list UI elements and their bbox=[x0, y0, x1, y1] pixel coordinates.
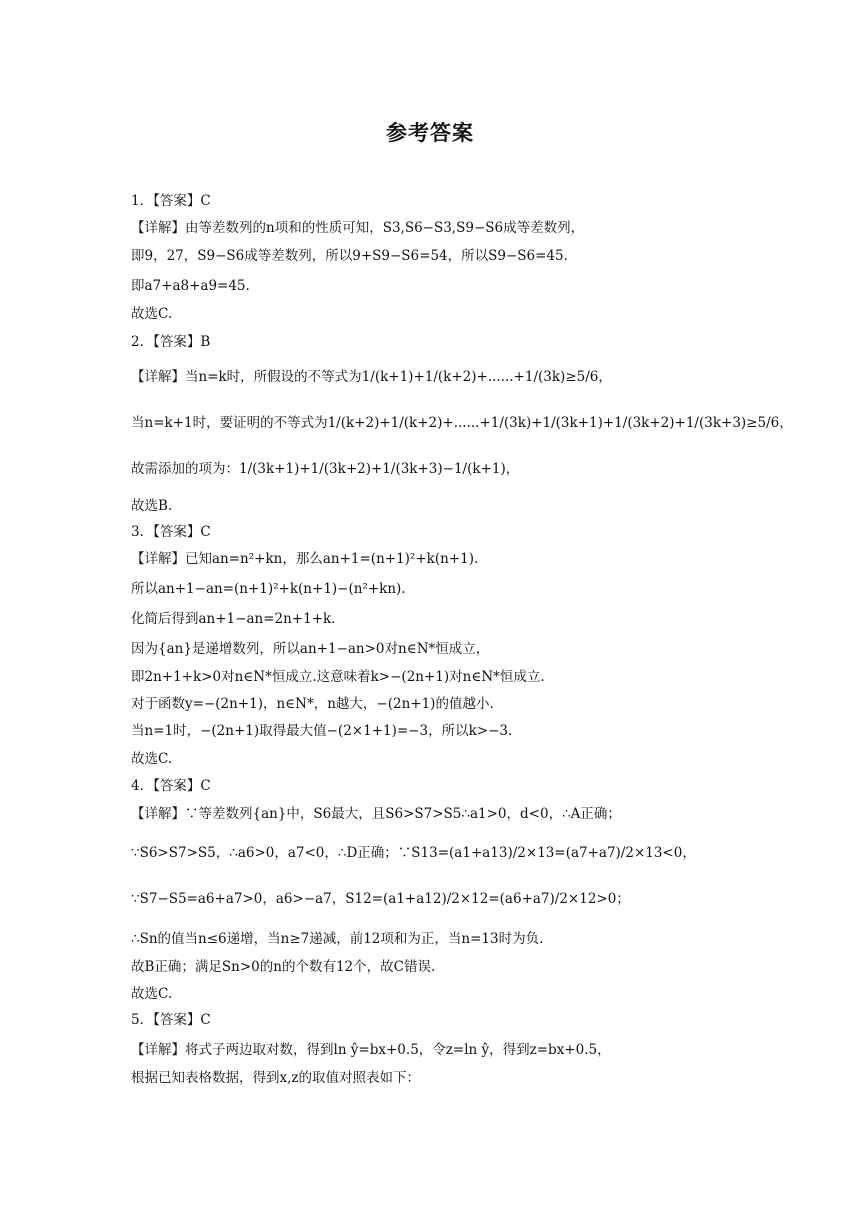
detail-4-line-1: 【详解】∵等差数列{an}中，S6最大，且S6>S7>S5∴a1>0，d<0，∴A正确； bbox=[131, 806, 621, 822]
detail-5-line-2: 根据已知表格数据，得到x,z的取值对照表如下： bbox=[131, 1070, 421, 1086]
detail-2-line-2: 当n=k+1时，要证明的不等式为1/(k+2)+1/(k+2)+......+1/(3k)+1/(3k+1)+1/(3k+2)+1/(3k+3)≥5/6， bbox=[131, 415, 793, 431]
detail-3-line-1: 【详解】已知an=n²+kn，那么an+1=(n+1)²+k(n+1). bbox=[131, 551, 479, 567]
detail-3-line-6: 对于函数y=−(2n+1)，n∈N*，n越大，−(2n+1)的值越小. bbox=[131, 696, 494, 712]
detail-4-choice: 故选C. bbox=[131, 986, 173, 1002]
detail-4-line-3: ∵S7−S5=a6+a7>0，a6>−a7，S12=(a1+a12)/2×12=(a6+a7)/2×12>0； bbox=[131, 891, 630, 907]
answer-5-label: 5．【答案】C bbox=[131, 1012, 211, 1028]
detail-1-choice: 故选C. bbox=[131, 306, 173, 322]
detail-3-line-3: 化简后得到an+1−an=2n+1+k. bbox=[131, 611, 336, 627]
answer-4-label: 4．【答案】C bbox=[131, 778, 211, 794]
detail-4-line-4: ∴Sn的值当n≤6递增，当n≥7递减，前12项和为正，当n=13时为负. bbox=[131, 931, 544, 947]
answer-3-label: 3．【答案】C bbox=[131, 524, 211, 540]
detail-1-line-2: 即9，27，S9−S6成等差数列，所以9+S9−S6=54，所以S9−S6=45. bbox=[131, 248, 568, 264]
answer-1-label: 1．【答案】C bbox=[131, 193, 211, 209]
detail-2-line-3: 故需添加的项为：1/(3k+1)+1/(3k+2)+1/(3k+3)−1/(k+1)， bbox=[131, 461, 520, 477]
detail-4-line-2: ∵S6>S7>S5，∴a6>0，a7<0，∴D正确；∵S13=(a1+a13)/2×13=(a7+a7)/2×13<0， bbox=[131, 845, 696, 861]
detail-5-line-1: 【详解】将式子两边取对数，得到ln ŷ=bx+0.5，令z=ln ŷ，得到z=bx+0.5， bbox=[131, 1042, 611, 1058]
detail-2-choice: 故选B. bbox=[131, 498, 173, 514]
detail-3-choice: 故选C. bbox=[131, 751, 173, 767]
detail-3-line-7: 当n=1时，−(2n+1)取得最大值−(2×1+1)=−3，所以k>−3. bbox=[131, 723, 513, 739]
detail-3-line-2: 所以an+1−an=(n+1)²+k(n+1)−(n²+kn). bbox=[131, 581, 406, 597]
detail-3-line-5: 即2n+1+k>0对n∈N*恒成立.这意味着k>−(2n+1)对n∈N*恒成立. bbox=[131, 669, 545, 685]
page-title: 参考答案 bbox=[386, 121, 474, 145]
detail-1-line-1: 【详解】由等差数列的n项和的性质可知，S3,S6−S3,S9−S6成等差数列， bbox=[131, 220, 585, 236]
detail-3-line-4: 因为{an}是递增数列，所以an+1−an>0对n∈N*恒成立， bbox=[131, 641, 490, 657]
answer-2-label: 2．【答案】B bbox=[131, 334, 211, 350]
detail-4-line-5: 故B正确；满足Sn>0的n的个数有12个，故C错误. bbox=[131, 959, 436, 975]
detail-2-line-1: 【详解】当n=k时，所假设的不等式为1/(k+1)+1/(k+2)+......+1/(3k)≥5/6， bbox=[131, 369, 612, 385]
detail-1-line-3: 即a7+a8+a9=45. bbox=[131, 278, 250, 294]
